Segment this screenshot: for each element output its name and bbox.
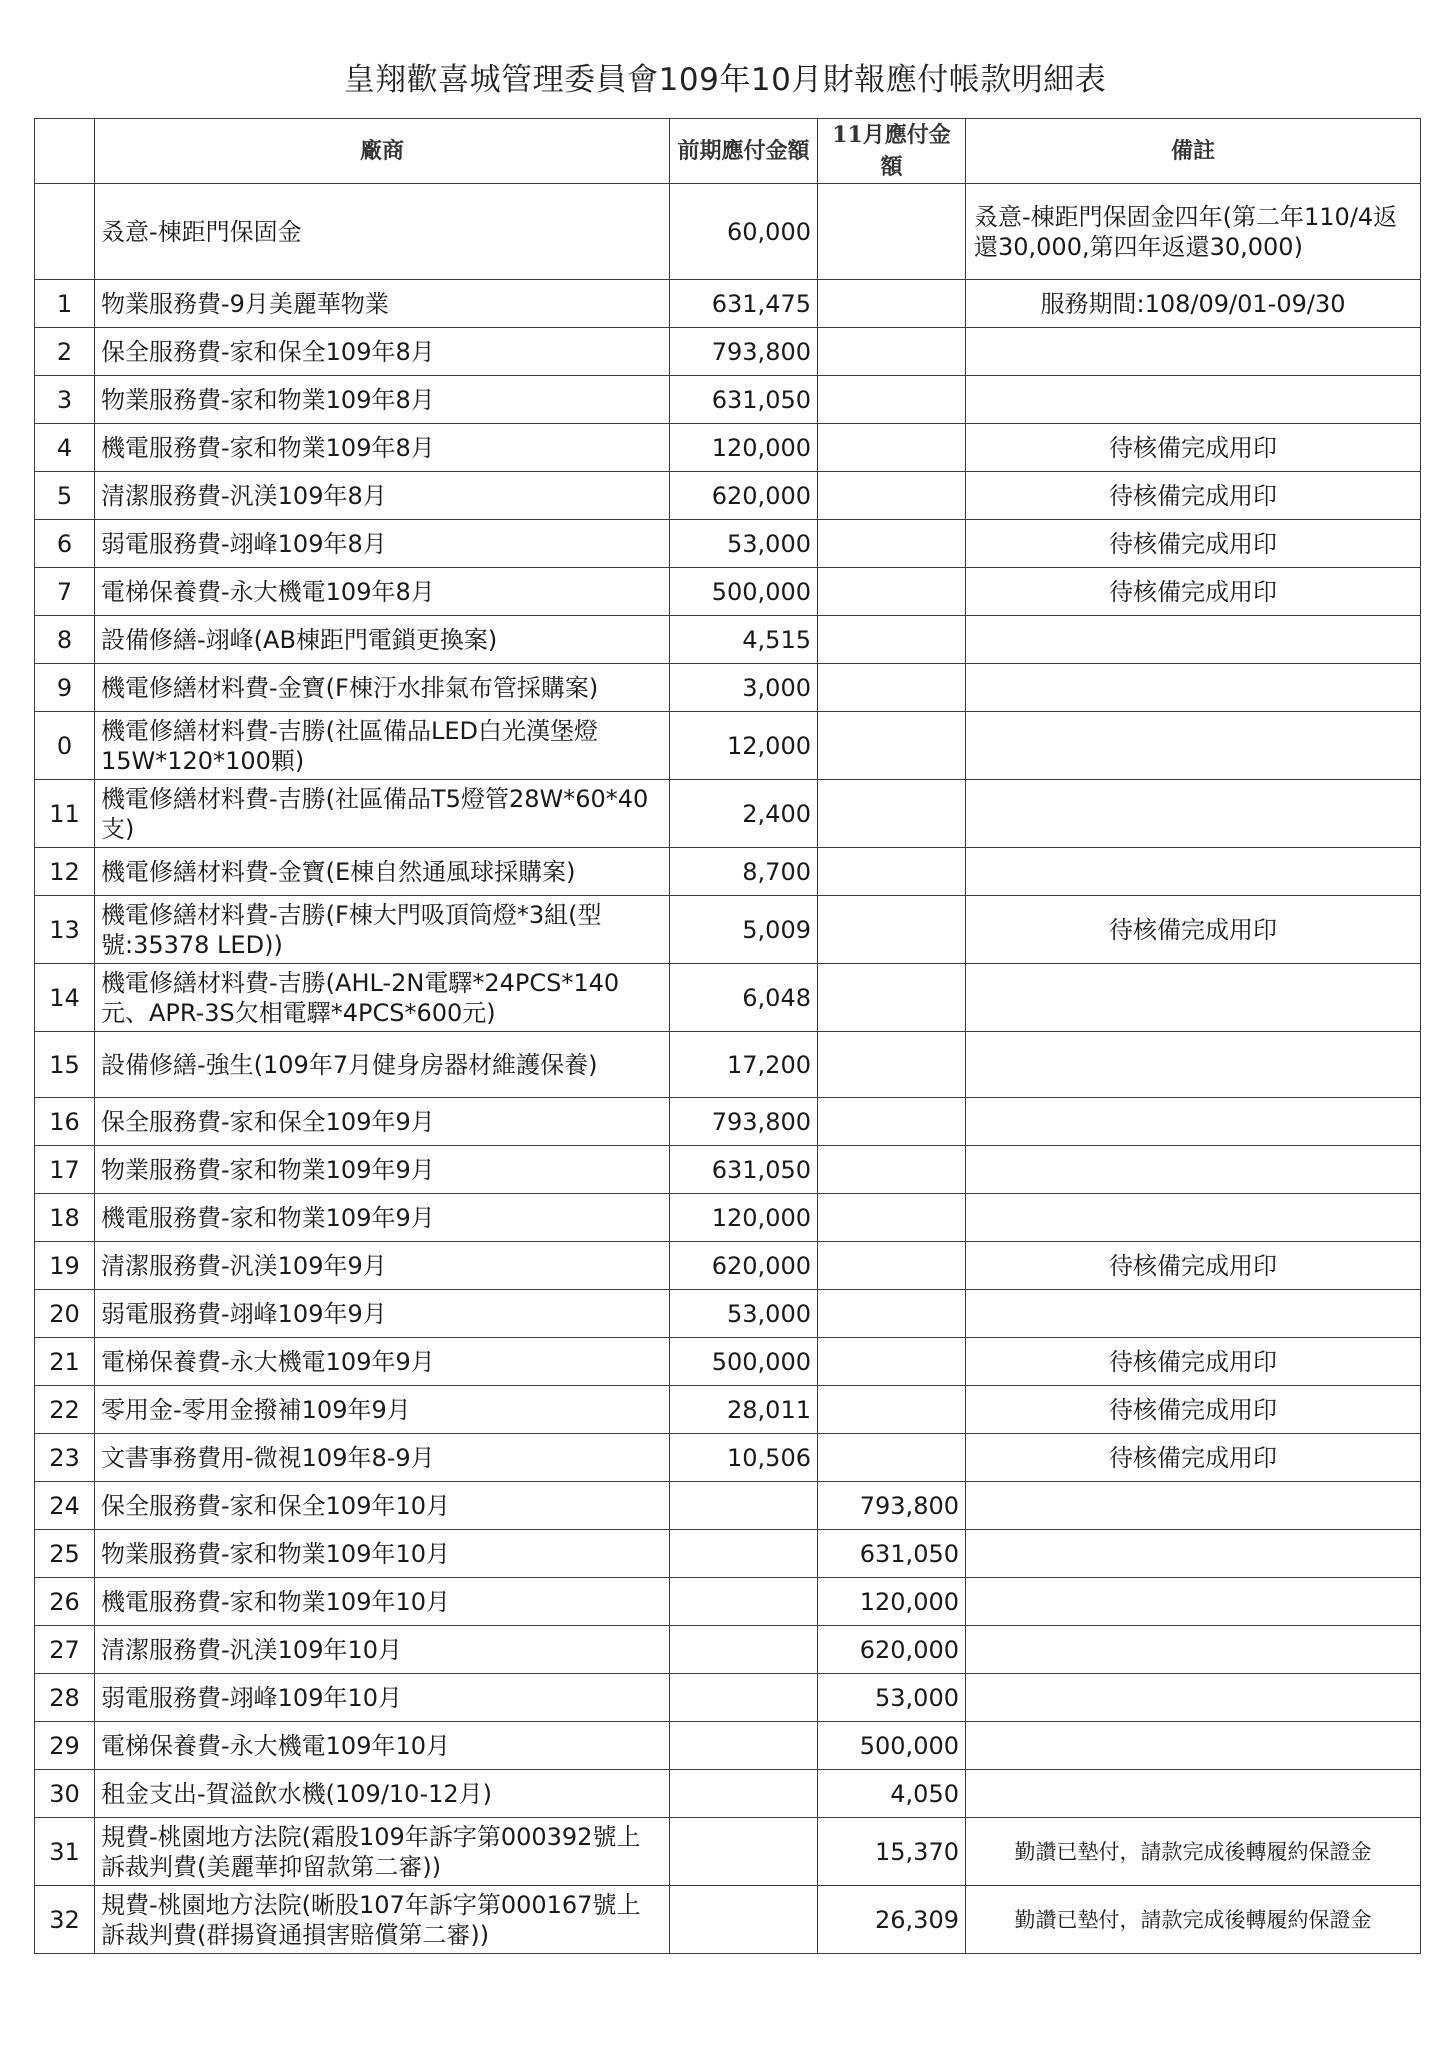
row-prev-amount: 53,000 [670, 1290, 818, 1338]
row-nov-amount: 4,050 [818, 1770, 966, 1818]
header-vendor: 廠商 [95, 119, 670, 184]
row-nov-amount [818, 1146, 966, 1194]
row-nov-amount: 793,800 [818, 1482, 966, 1530]
row-vendor: 文書事務費用-微視109年8-9月 [95, 1434, 670, 1482]
row-vendor: 機電服務費-家和物業109年9月 [95, 1194, 670, 1242]
row-nov-amount: 620,000 [818, 1626, 966, 1674]
row-prev-amount: 631,050 [670, 1146, 818, 1194]
row-no: 21 [35, 1338, 95, 1386]
row-note: 叒意-棟距門保固金四年(第二年110/4返還30,000,第四年返還30,000) [966, 184, 1421, 280]
row-vendor: 機電修繕材料費-吉勝(社區備品T5燈管28W*60*40支) [95, 780, 670, 848]
row-vendor: 清潔服務費-汎渼109年10月 [95, 1626, 670, 1674]
row-nov-amount [818, 1338, 966, 1386]
row-note [966, 328, 1421, 376]
row-vendor: 物業服務費-9月美麗華物業 [95, 280, 670, 328]
table-row [35, 280, 1421, 328]
table-row [35, 1194, 1421, 1242]
table-row [35, 1290, 1421, 1338]
row-vendor: 弱電服務費-翊峰109年9月 [95, 1290, 670, 1338]
row-nov-amount [818, 328, 966, 376]
row-note: 待核備完成用印 [966, 568, 1421, 616]
row-prev-amount: 3,000 [670, 664, 818, 712]
row-note [966, 616, 1421, 664]
row-no: 28 [35, 1674, 95, 1722]
header-row [35, 119, 1421, 184]
row-nov-amount [818, 1242, 966, 1290]
row-nov-amount [818, 1098, 966, 1146]
row-prev-amount: 8,700 [670, 848, 818, 896]
row-nov-amount [818, 780, 966, 848]
row-nov-amount [818, 376, 966, 424]
row-vendor: 電梯保養費-永大機電109年9月 [95, 1338, 670, 1386]
row-nov-amount [818, 520, 966, 568]
row-vendor: 機電修繕材料費-金寶(F棟汙水排氣布管採購案) [95, 664, 670, 712]
row-no: 18 [35, 1194, 95, 1242]
row-nov-amount [818, 424, 966, 472]
row-prev-amount: 6,048 [670, 964, 818, 1032]
row-no: 2 [35, 328, 95, 376]
row-no: 11 [35, 780, 95, 848]
row-note: 待核備完成用印 [966, 1242, 1421, 1290]
table-row [35, 1386, 1421, 1434]
row-vendor: 弱電服務費-翊峰109年8月 [95, 520, 670, 568]
row-note [966, 712, 1421, 780]
row-no: 24 [35, 1482, 95, 1530]
table-row [35, 1482, 1421, 1530]
table-row [35, 328, 1421, 376]
row-no: 23 [35, 1434, 95, 1482]
table-row [35, 1578, 1421, 1626]
table-row [35, 1338, 1421, 1386]
table-row [35, 1818, 1421, 1886]
row-vendor: 機電服務費-家和物業109年10月 [95, 1578, 670, 1626]
row-no [35, 184, 95, 280]
row-note [966, 780, 1421, 848]
row-note [966, 1626, 1421, 1674]
row-no: 17 [35, 1146, 95, 1194]
row-no: 25 [35, 1530, 95, 1578]
row-prev-amount: 5,009 [670, 896, 818, 964]
row-note: 待核備完成用印 [966, 1386, 1421, 1434]
payables-table [34, 118, 1421, 1954]
row-no: 22 [35, 1386, 95, 1434]
row-nov-amount [818, 1386, 966, 1434]
row-note [966, 1098, 1421, 1146]
row-prev-amount: 631,050 [670, 376, 818, 424]
table-row [35, 1032, 1421, 1098]
row-note [966, 964, 1421, 1032]
row-prev-amount [670, 1674, 818, 1722]
row-no: 14 [35, 964, 95, 1032]
row-vendor: 電梯保養費-永大機電109年10月 [95, 1722, 670, 1770]
row-prev-amount: 793,800 [670, 1098, 818, 1146]
table-row [35, 1434, 1421, 1482]
row-vendor: 規費-桃園地方法院(霜股109年訴字第000392號上訴裁判費(美麗華抑留款第二審)) [95, 1818, 670, 1886]
row-note [966, 1770, 1421, 1818]
row-prev-amount [670, 1886, 818, 1954]
row-no: 7 [35, 568, 95, 616]
table-row [35, 472, 1421, 520]
header-prev-amount: 前期應付金額 [670, 119, 818, 184]
row-nov-amount [818, 848, 966, 896]
row-prev-amount: 793,800 [670, 328, 818, 376]
row-prev-amount [670, 1722, 818, 1770]
row-nov-amount [818, 280, 966, 328]
row-vendor: 租金支出-賀溢飲水機(109/10-12月) [95, 1770, 670, 1818]
row-vendor: 設備修繕-翊峰(AB棟距門電鎖更換案) [95, 616, 670, 664]
row-nov-amount [818, 712, 966, 780]
row-vendor: 機電修繕材料費-吉勝(AHL-2N電驛*24PCS*140元、APR-3S欠相電驛*4PCS*600元) [95, 964, 670, 1032]
row-nov-amount [818, 664, 966, 712]
table-row [35, 616, 1421, 664]
row-no: 4 [35, 424, 95, 472]
table-row [35, 1626, 1421, 1674]
header-nov-amount: 11月應付金額 [818, 119, 966, 184]
row-nov-amount [818, 568, 966, 616]
row-note [966, 664, 1421, 712]
row-nov-amount: 15,370 [818, 1818, 966, 1886]
row-no: 8 [35, 616, 95, 664]
table-row [35, 1770, 1421, 1818]
row-vendor: 物業服務費-家和物業109年9月 [95, 1146, 670, 1194]
header-no [35, 119, 95, 184]
row-no: 1 [35, 280, 95, 328]
row-vendor: 物業服務費-家和物業109年10月 [95, 1530, 670, 1578]
row-no: 27 [35, 1626, 95, 1674]
row-prev-amount: 120,000 [670, 424, 818, 472]
row-nov-amount: 53,000 [818, 1674, 966, 1722]
row-prev-amount: 53,000 [670, 520, 818, 568]
table-row [35, 1242, 1421, 1290]
row-vendor: 設備修繕-強生(109年7月健身房器材維護保養) [95, 1032, 670, 1098]
row-prev-amount: 17,200 [670, 1032, 818, 1098]
row-vendor: 電梯保養費-永大機電109年8月 [95, 568, 670, 616]
row-vendor: 機電修繕材料費-金寶(E棟自然通風球採購案) [95, 848, 670, 896]
row-note [966, 1194, 1421, 1242]
header-note: 備註 [966, 119, 1421, 184]
table-row [35, 848, 1421, 896]
row-prev-amount: 28,011 [670, 1386, 818, 1434]
row-no: 12 [35, 848, 95, 896]
row-no: 3 [35, 376, 95, 424]
row-prev-amount [670, 1770, 818, 1818]
row-note [966, 1722, 1421, 1770]
row-no: 0 [35, 712, 95, 780]
row-prev-amount [670, 1578, 818, 1626]
row-note: 待核備完成用印 [966, 472, 1421, 520]
table-row [35, 520, 1421, 568]
row-vendor: 機電服務費-家和物業109年8月 [95, 424, 670, 472]
row-prev-amount: 10,506 [670, 1434, 818, 1482]
row-prev-amount: 620,000 [670, 1242, 818, 1290]
row-no: 6 [35, 520, 95, 568]
row-vendor: 機電修繕材料費-吉勝(F棟大門吸頂筒燈*3組(型號:35378 LED)) [95, 896, 670, 964]
row-note: 勤讚已墊付，請款完成後轉履約保證金 [966, 1886, 1421, 1954]
row-nov-amount: 120,000 [818, 1578, 966, 1626]
row-nov-amount [818, 1194, 966, 1242]
row-prev-amount [670, 1530, 818, 1578]
row-no: 30 [35, 1770, 95, 1818]
row-note: 待核備完成用印 [966, 896, 1421, 964]
row-note: 服務期間:108/09/01-09/30 [966, 280, 1421, 328]
row-prev-amount: 2,400 [670, 780, 818, 848]
row-no: 29 [35, 1722, 95, 1770]
table-row [35, 664, 1421, 712]
row-note [966, 376, 1421, 424]
row-prev-amount [670, 1482, 818, 1530]
table-row [35, 376, 1421, 424]
row-nov-amount [818, 184, 966, 280]
table-row [35, 896, 1421, 964]
row-no: 19 [35, 1242, 95, 1290]
table-row [35, 712, 1421, 780]
row-prev-amount: 631,475 [670, 280, 818, 328]
table-row [35, 1098, 1421, 1146]
row-note [966, 1578, 1421, 1626]
table-row [35, 568, 1421, 616]
row-nov-amount: 26,309 [818, 1886, 966, 1954]
row-note [966, 1482, 1421, 1530]
row-vendor: 機電修繕材料費-吉勝(社區備品LED白光漢堡燈15W*120*100顆) [95, 712, 670, 780]
row-note [966, 848, 1421, 896]
row-vendor: 零用金-零用金撥補109年9月 [95, 1386, 670, 1434]
row-nov-amount [818, 896, 966, 964]
row-nov-amount: 631,050 [818, 1530, 966, 1578]
table-body [35, 184, 1421, 1954]
row-nov-amount [818, 472, 966, 520]
row-note: 待核備完成用印 [966, 520, 1421, 568]
row-note: 勤讚已墊付，請款完成後轉履約保證金 [966, 1818, 1421, 1886]
row-nov-amount [818, 1434, 966, 1482]
row-prev-amount: 12,000 [670, 712, 818, 780]
row-nov-amount [818, 1032, 966, 1098]
row-nov-amount [818, 1290, 966, 1338]
row-no: 20 [35, 1290, 95, 1338]
document-title: 皇翔歡喜城管理委員會109年10月財報應付帳款明細表 [343, 62, 1107, 98]
row-vendor: 弱電服務費-翊峰109年10月 [95, 1674, 670, 1722]
row-no: 16 [35, 1098, 95, 1146]
row-vendor: 清潔服務費-汎渼109年8月 [95, 472, 670, 520]
row-vendor: 保全服務費-家和保全109年8月 [95, 328, 670, 376]
row-prev-amount [670, 1818, 818, 1886]
deposit-row [35, 184, 1421, 280]
row-note [966, 1530, 1421, 1578]
table-row [35, 1146, 1421, 1194]
row-note: 待核備完成用印 [966, 1338, 1421, 1386]
row-nov-amount: 500,000 [818, 1722, 966, 1770]
row-note [966, 1290, 1421, 1338]
table-row [35, 780, 1421, 848]
row-no: 31 [35, 1818, 95, 1886]
row-nov-amount [818, 964, 966, 1032]
row-vendor: 保全服務費-家和保全109年10月 [95, 1482, 670, 1530]
row-prev-amount: 4,515 [670, 616, 818, 664]
row-no: 13 [35, 896, 95, 964]
row-vendor: 清潔服務費-汎渼109年9月 [95, 1242, 670, 1290]
table-row [35, 964, 1421, 1032]
row-vendor: 物業服務費-家和物業109年8月 [95, 376, 670, 424]
row-prev-amount: 500,000 [670, 568, 818, 616]
row-note [966, 1674, 1421, 1722]
row-no: 9 [35, 664, 95, 712]
table-row [35, 1530, 1421, 1578]
row-note: 待核備完成用印 [966, 1434, 1421, 1482]
row-prev-amount: 120,000 [670, 1194, 818, 1242]
row-note [966, 1032, 1421, 1098]
row-vendor: 叒意-棟距門保固金 [95, 184, 670, 280]
table-row [35, 1674, 1421, 1722]
row-note: 待核備完成用印 [966, 424, 1421, 472]
row-prev-amount: 60,000 [670, 184, 818, 280]
row-no: 26 [35, 1578, 95, 1626]
row-prev-amount [670, 1626, 818, 1674]
row-vendor: 規費-桃園地方法院(晰股107年訴字第000167號上訴裁判費(群揚資通損害賠償第二審)) [95, 1886, 670, 1954]
table-row [35, 424, 1421, 472]
row-no: 15 [35, 1032, 95, 1098]
row-nov-amount [818, 616, 966, 664]
row-no: 32 [35, 1886, 95, 1954]
table-row [35, 1722, 1421, 1770]
row-vendor: 保全服務費-家和保全109年9月 [95, 1098, 670, 1146]
row-prev-amount: 620,000 [670, 472, 818, 520]
table-row [35, 1886, 1421, 1954]
row-note [966, 1146, 1421, 1194]
row-prev-amount: 500,000 [670, 1338, 818, 1386]
row-no: 5 [35, 472, 95, 520]
